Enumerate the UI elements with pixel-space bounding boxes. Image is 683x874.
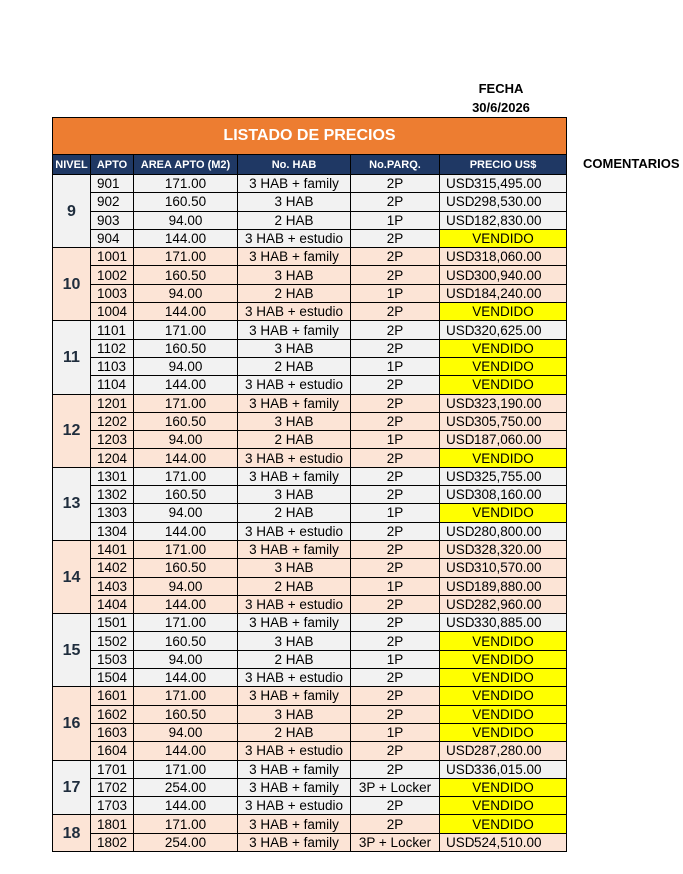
apto-cell: 1102	[91, 339, 134, 357]
apto-cell: 1703	[91, 797, 134, 815]
apto-cell: 1604	[91, 742, 134, 760]
area-cell: 144.00	[134, 522, 238, 540]
parq-cell: 2P	[351, 559, 440, 577]
apto-cell: 1302	[91, 486, 134, 504]
price-cell	[440, 577, 567, 595]
area-cell: 160.50	[134, 559, 238, 577]
apto-cell: 1303	[91, 504, 134, 522]
area-cell: 171.00	[134, 248, 238, 266]
price-cell	[440, 742, 567, 760]
table-row	[53, 650, 567, 668]
nivel-cell: 16	[53, 687, 91, 760]
price-amount: 320,625.00	[474, 322, 542, 338]
parq-cell: 2P	[351, 797, 440, 815]
apto-cell: 902	[91, 193, 134, 211]
hab-cell: 3 HAB + family	[238, 394, 351, 412]
hab-cell: 3 HAB	[238, 412, 351, 430]
hab-cell: 3 HAB + family	[238, 614, 351, 632]
area-cell: 171.00	[134, 540, 238, 558]
apto-cell: 1104	[91, 376, 134, 394]
hab-cell: 3 HAB + family	[238, 175, 351, 193]
price-amount: 323,190.00	[474, 395, 542, 411]
currency-label: USD	[446, 542, 475, 558]
table-row	[53, 522, 567, 540]
area-cell: 160.50	[134, 193, 238, 211]
price-cell	[440, 211, 567, 229]
area-cell: 144.00	[134, 669, 238, 687]
vendido-badge: VENDIDO	[440, 797, 567, 815]
hab-cell: 3 HAB + family	[238, 248, 351, 266]
table-row	[53, 815, 567, 833]
currency-label: USD	[446, 523, 475, 539]
table-row	[53, 614, 567, 632]
area-cell: 94.00	[134, 577, 238, 595]
currency-label: USD	[446, 395, 475, 411]
currency-label: USD	[446, 743, 475, 759]
table-row	[53, 540, 567, 558]
table-row	[53, 632, 567, 650]
currency-label: USD	[446, 322, 475, 338]
comentarios-header: COMENTARIOS	[583, 156, 680, 171]
price-cell	[440, 559, 567, 577]
table-row	[53, 760, 567, 778]
parq-cell: 2P	[351, 632, 440, 650]
price-amount: 315,495.00	[474, 176, 542, 192]
table-row	[53, 303, 567, 321]
apto-cell: 904	[91, 229, 134, 247]
price-amount: 330,885.00	[474, 615, 542, 631]
table-row	[53, 467, 567, 485]
hab-cell: 3 HAB	[238, 705, 351, 723]
table-row	[53, 321, 567, 339]
nivel-cell: 14	[53, 540, 91, 613]
hab-cell: 3 HAB + estudio	[238, 376, 351, 394]
parq-cell: 2P	[351, 321, 440, 339]
hab-cell: 3 HAB + family	[238, 833, 351, 851]
price-cell	[440, 467, 567, 485]
vendido-badge: VENDIDO	[440, 357, 567, 375]
apto-cell: 1502	[91, 632, 134, 650]
apto-cell: 1702	[91, 778, 134, 796]
parq-cell: 2P	[351, 669, 440, 687]
parq-cell: 2P	[351, 175, 440, 193]
price-cell	[440, 614, 567, 632]
parq-cell: 2P	[351, 815, 440, 833]
table-row	[53, 175, 567, 193]
vendido-badge: VENDIDO	[440, 687, 567, 705]
area-cell: 94.00	[134, 650, 238, 668]
area-cell: 94.00	[134, 284, 238, 302]
apto-cell: 1201	[91, 394, 134, 412]
hab-cell: 2 HAB	[238, 211, 351, 229]
parq-cell: 1P	[351, 650, 440, 668]
table-row	[53, 339, 567, 357]
apto-cell: 903	[91, 211, 134, 229]
price-amount: 287,280.00	[474, 743, 542, 759]
area-cell: 94.00	[134, 357, 238, 375]
apto-cell: 1301	[91, 467, 134, 485]
price-cell	[440, 486, 567, 504]
currency-label: USD	[446, 212, 475, 228]
parq-cell: 2P	[351, 412, 440, 430]
parq-cell: 2P	[351, 339, 440, 357]
apto-cell: 1504	[91, 669, 134, 687]
table-row	[53, 486, 567, 504]
table-row	[53, 284, 567, 302]
currency-label: USD	[446, 615, 475, 631]
nivel-cell: 15	[53, 614, 91, 687]
price-cell	[440, 248, 567, 266]
area-cell: 160.50	[134, 486, 238, 504]
currency-label: USD	[446, 761, 475, 777]
apto-cell: 1001	[91, 248, 134, 266]
area-cell: 171.00	[134, 394, 238, 412]
vendido-badge: VENDIDO	[440, 504, 567, 522]
price-cell	[440, 522, 567, 540]
hab-cell: 3 HAB	[238, 632, 351, 650]
apto-cell: 1402	[91, 559, 134, 577]
area-cell: 144.00	[134, 797, 238, 815]
currency-label: USD	[446, 596, 475, 612]
vendido-badge: VENDIDO	[440, 632, 567, 650]
currency-label: USD	[446, 249, 475, 265]
price-amount: 282,960.00	[474, 596, 542, 612]
apto-cell: 1701	[91, 760, 134, 778]
price-amount: 184,240.00	[474, 285, 542, 301]
apto-cell: 1103	[91, 357, 134, 375]
vendido-badge: VENDIDO	[440, 449, 567, 467]
hab-cell: 3 HAB + estudio	[238, 449, 351, 467]
apto-cell: 1202	[91, 412, 134, 430]
area-cell: 160.50	[134, 339, 238, 357]
header-apto: APTO	[91, 155, 134, 175]
nivel-cell: 13	[53, 467, 91, 540]
vendido-badge: VENDIDO	[440, 723, 567, 741]
parq-cell: 2P	[351, 467, 440, 485]
hab-cell: 2 HAB	[238, 504, 351, 522]
apto-cell: 1204	[91, 449, 134, 467]
parq-cell: 2P	[351, 742, 440, 760]
table-row	[53, 394, 567, 412]
apto-cell: 1101	[91, 321, 134, 339]
vendido-badge: VENDIDO	[440, 339, 567, 357]
price-cell	[440, 193, 567, 211]
nivel-cell: 10	[53, 248, 91, 321]
area-cell: 171.00	[134, 687, 238, 705]
table-row	[53, 669, 567, 687]
hab-cell: 3 HAB + family	[238, 540, 351, 558]
table-row	[53, 577, 567, 595]
area-cell: 144.00	[134, 449, 238, 467]
hab-cell: 3 HAB + family	[238, 687, 351, 705]
currency-label: USD	[446, 560, 475, 576]
price-cell	[440, 175, 567, 193]
price-cell	[440, 431, 567, 449]
hab-cell: 3 HAB + estudio	[238, 742, 351, 760]
table-row	[53, 376, 567, 394]
parq-cell: 1P	[351, 357, 440, 375]
fecha-label: FECHA	[478, 81, 524, 96]
hab-cell: 3 HAB + family	[238, 760, 351, 778]
area-cell: 144.00	[134, 303, 238, 321]
table-row	[53, 248, 567, 266]
area-cell: 94.00	[134, 211, 238, 229]
table-row	[53, 723, 567, 741]
area-cell: 94.00	[134, 431, 238, 449]
vendido-badge: VENDIDO	[440, 705, 567, 723]
price-amount: 310,570.00	[474, 560, 542, 576]
vendido-badge: VENDIDO	[440, 303, 567, 321]
price-amount: 328,320.00	[474, 542, 542, 558]
table-header-row	[53, 155, 567, 175]
area-cell: 254.00	[134, 833, 238, 851]
price-amount: 182,830.00	[474, 212, 542, 228]
price-amount: 318,060.00	[474, 249, 542, 265]
apto-cell: 1004	[91, 303, 134, 321]
parq-cell: 2P	[351, 614, 440, 632]
hab-cell: 3 HAB	[238, 193, 351, 211]
hab-cell: 3 HAB + estudio	[238, 522, 351, 540]
hab-cell: 2 HAB	[238, 723, 351, 741]
currency-label: USD	[446, 432, 475, 448]
parq-cell: 2P	[351, 540, 440, 558]
parq-cell: 1P	[351, 577, 440, 595]
parq-cell: 1P	[351, 211, 440, 229]
nivel-cell: 11	[53, 321, 91, 394]
table-row	[53, 595, 567, 613]
currency-label: USD	[446, 578, 475, 594]
parq-cell: 2P	[351, 522, 440, 540]
price-amount: 280,800.00	[474, 523, 542, 539]
hab-cell: 3 HAB	[238, 559, 351, 577]
apto-cell: 1501	[91, 614, 134, 632]
parq-cell: 2P	[351, 303, 440, 321]
area-cell: 171.00	[134, 321, 238, 339]
vendido-badge: VENDIDO	[440, 376, 567, 394]
hab-cell: 3 HAB + estudio	[238, 229, 351, 247]
nivel-cell: 12	[53, 394, 91, 467]
currency-label: USD	[446, 487, 475, 503]
area-cell: 144.00	[134, 376, 238, 394]
area-cell: 171.00	[134, 614, 238, 632]
table-row	[53, 431, 567, 449]
area-cell: 171.00	[134, 467, 238, 485]
parq-cell: 1P	[351, 431, 440, 449]
vendido-badge: VENDIDO	[440, 778, 567, 796]
price-cell	[440, 394, 567, 412]
fecha-date: 30/6/2026	[472, 100, 530, 115]
parq-cell: 2P	[351, 687, 440, 705]
table-row	[53, 193, 567, 211]
hab-cell: 2 HAB	[238, 357, 351, 375]
price-cell	[440, 412, 567, 430]
hab-cell: 2 HAB	[238, 284, 351, 302]
currency-label: USD	[446, 834, 475, 850]
table-row	[53, 778, 567, 796]
apto-cell: 1602	[91, 705, 134, 723]
vendido-badge: VENDIDO	[440, 650, 567, 668]
apto-cell: 1503	[91, 650, 134, 668]
apto-cell: 1601	[91, 687, 134, 705]
price-amount: 298,530.00	[474, 194, 542, 210]
parq-cell: 2P	[351, 595, 440, 613]
table-row	[53, 211, 567, 229]
area-cell: 160.50	[134, 266, 238, 284]
price-amount: 308,160.00	[474, 487, 542, 503]
apto-cell: 1802	[91, 833, 134, 851]
area-cell: 254.00	[134, 778, 238, 796]
currency-label: USD	[446, 285, 475, 301]
hab-cell: 3 HAB + estudio	[238, 797, 351, 815]
area-cell: 144.00	[134, 229, 238, 247]
nivel-cell: 9	[53, 175, 91, 248]
parq-cell: 2P	[351, 266, 440, 284]
parq-cell: 1P	[351, 723, 440, 741]
table-row	[53, 705, 567, 723]
parq-cell: 2P	[351, 394, 440, 412]
table-row	[53, 504, 567, 522]
currency-label: USD	[446, 414, 475, 429]
parq-cell: 1P	[351, 504, 440, 522]
parq-cell: 2P	[351, 193, 440, 211]
price-cell	[440, 833, 567, 851]
parq-cell: 2P	[351, 229, 440, 247]
area-cell: 171.00	[134, 760, 238, 778]
table-row	[53, 833, 567, 851]
table-row	[53, 687, 567, 705]
table-body	[53, 175, 567, 852]
area-cell: 94.00	[134, 723, 238, 741]
area-cell: 160.50	[134, 705, 238, 723]
price-amount: 189,880.00	[474, 578, 542, 594]
price-cell	[440, 540, 567, 558]
apto-cell: 1603	[91, 723, 134, 741]
table-row	[53, 797, 567, 815]
apto-cell: 1404	[91, 595, 134, 613]
apto-cell: 1403	[91, 577, 134, 595]
parq-cell: 2P	[351, 760, 440, 778]
apto-cell: 1304	[91, 522, 134, 540]
parq-cell: 3P + Locker	[351, 833, 440, 851]
vendido-badge: VENDIDO	[440, 815, 567, 833]
area-cell: 94.00	[134, 504, 238, 522]
area-cell: 160.50	[134, 412, 238, 430]
hab-cell: 2 HAB	[238, 650, 351, 668]
currency-label: USD	[446, 468, 475, 484]
price-cell	[440, 284, 567, 302]
area-cell: 171.00	[134, 175, 238, 193]
hab-cell: 3 HAB + family	[238, 467, 351, 485]
area-cell: 144.00	[134, 742, 238, 760]
table-row	[53, 229, 567, 247]
table-row	[53, 559, 567, 577]
header-precio: PRECIO US$	[440, 155, 567, 175]
hab-cell: 3 HAB	[238, 486, 351, 504]
parq-cell: 1P	[351, 284, 440, 302]
hab-cell: 3 HAB + family	[238, 778, 351, 796]
header-hab: No. HAB	[238, 155, 351, 175]
hab-cell: 3 HAB + family	[238, 321, 351, 339]
header-nivel: NIVEL	[53, 155, 91, 175]
hab-cell: 3 HAB + estudio	[238, 595, 351, 613]
vendido-badge: VENDIDO	[440, 229, 567, 247]
vendido-badge: VENDIDO	[440, 669, 567, 687]
currency-label: USD	[446, 194, 475, 210]
parq-cell: 2P	[351, 449, 440, 467]
price-amount: 305,750.00	[474, 414, 542, 429]
parq-cell: 2P	[351, 705, 440, 723]
header-parq: No.PARQ.	[351, 155, 440, 175]
currency-label: USD	[446, 176, 475, 192]
table-row	[53, 357, 567, 375]
hab-cell: 3 HAB	[238, 266, 351, 284]
hab-cell: 3 HAB + estudio	[238, 669, 351, 687]
nivel-cell: 17	[53, 760, 91, 815]
apto-cell: 1203	[91, 431, 134, 449]
parq-cell: 2P	[351, 248, 440, 266]
price-amount: 325,755.00	[474, 468, 542, 484]
hab-cell: 2 HAB	[238, 577, 351, 595]
parq-cell: 2P	[351, 486, 440, 504]
price-cell	[440, 266, 567, 284]
apto-cell: 1801	[91, 815, 134, 833]
area-cell: 144.00	[134, 595, 238, 613]
hab-cell: 2 HAB	[238, 431, 351, 449]
price-amount: 187,060.00	[474, 432, 542, 448]
table-row	[53, 449, 567, 467]
hab-cell: 3 HAB	[238, 339, 351, 357]
apto-cell: 1401	[91, 540, 134, 558]
apto-cell: 1002	[91, 266, 134, 284]
price-cell	[440, 321, 567, 339]
price-cell	[440, 760, 567, 778]
price-amount: 524,510.00	[474, 834, 542, 850]
nivel-cell: 18	[53, 815, 91, 852]
hab-cell: 3 HAB + family	[238, 815, 351, 833]
apto-cell: 901	[91, 175, 134, 193]
hab-cell: 3 HAB + estudio	[238, 303, 351, 321]
price-list-table	[52, 117, 567, 852]
parq-cell: 2P	[351, 376, 440, 394]
parq-cell: 3P + Locker	[351, 778, 440, 796]
currency-label: USD	[446, 267, 475, 283]
table-title: LISTADO DE PRECIOS	[53, 118, 567, 155]
price-cell	[440, 595, 567, 613]
table-row	[53, 412, 567, 430]
area-cell: 160.50	[134, 632, 238, 650]
table-row	[53, 742, 567, 760]
table-row	[53, 266, 567, 284]
area-cell: 171.00	[134, 815, 238, 833]
fecha-block	[464, 79, 538, 117]
apto-cell: 1003	[91, 284, 134, 302]
header-area: AREA APTO (M2)	[134, 155, 238, 175]
price-amount: 300,940.00	[474, 267, 542, 283]
price-amount: 336,015.00	[474, 761, 542, 777]
